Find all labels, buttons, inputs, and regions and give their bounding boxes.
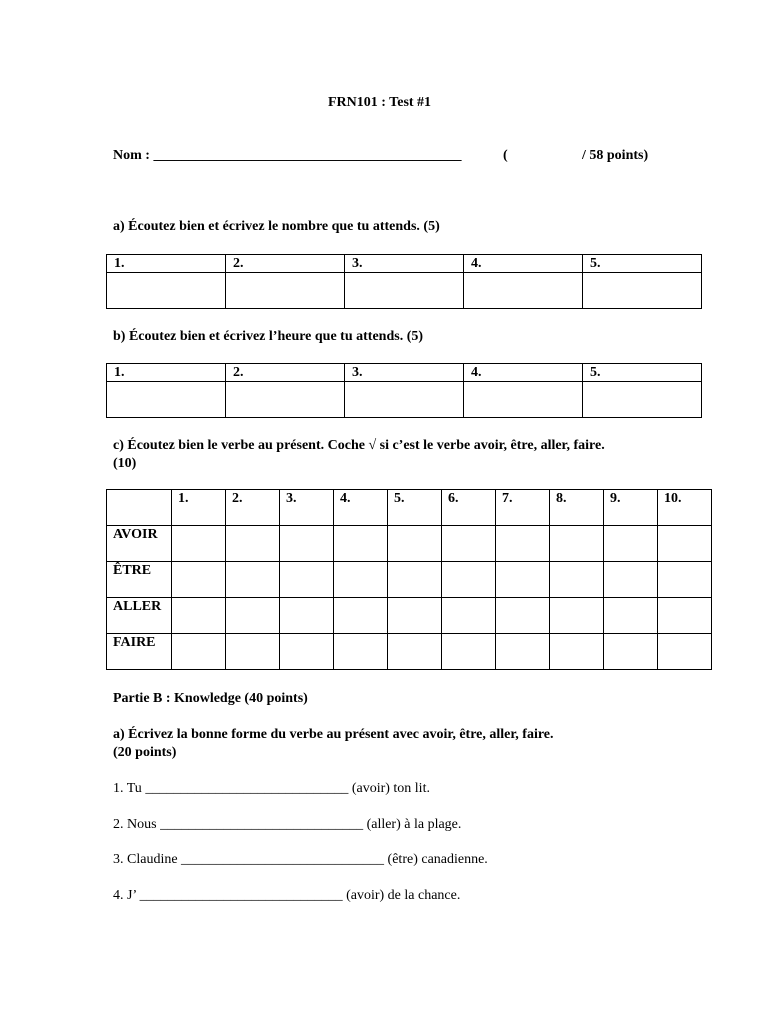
check-cell[interactable]	[280, 634, 334, 670]
section-b-instruction: b) Écoutez bien et écrivez l’heure que tu attends. (5)	[113, 329, 424, 344]
section-a-answer-cell[interactable]	[464, 273, 583, 309]
check-cell[interactable]	[334, 526, 388, 562]
section-b-header-2: 2.	[226, 364, 345, 382]
col-header-3: 3.	[280, 490, 334, 526]
section-c-points: (10)	[113, 456, 137, 471]
name-line	[113, 148, 461, 164]
check-cell[interactable]	[172, 562, 226, 598]
section-b-header-4: 4.	[464, 364, 583, 382]
col-header-10: 10.	[658, 490, 712, 526]
check-cell[interactable]	[334, 598, 388, 634]
check-cell[interactable]	[658, 634, 712, 670]
section-b-answer-cell[interactable]	[226, 382, 345, 418]
check-cell[interactable]	[226, 526, 280, 562]
exercise-prefix: 1. Tu	[113, 781, 142, 796]
col-header-5: 5.	[388, 490, 442, 526]
check-cell[interactable]	[658, 526, 712, 562]
exercise-prefix: 4. J’	[113, 888, 137, 903]
exercise-item-2	[113, 817, 461, 833]
section-a-answer-cell[interactable]	[226, 273, 345, 309]
check-cell[interactable]	[388, 598, 442, 634]
section-a-answer-cell[interactable]	[345, 273, 464, 309]
section-a-answer-cell[interactable]	[107, 273, 226, 309]
check-cell[interactable]	[280, 598, 334, 634]
check-cell[interactable]	[280, 526, 334, 562]
score-total: / 58 points)	[582, 148, 649, 163]
corner-cell	[107, 490, 172, 526]
col-header-9: 9.	[604, 490, 658, 526]
exercise-suffix: (aller) à la plage.	[366, 817, 462, 832]
row-label-avoir: AVOIR	[107, 526, 172, 562]
exercise-answer-blank[interactable]: _____________________________	[145, 781, 349, 796]
section-a-header-4: 4.	[464, 255, 583, 273]
section-b-header-5: 5.	[583, 364, 702, 382]
exercise-item-1	[113, 781, 430, 797]
section-c-instruction: c) Écoutez bien le verbe au présent. Coche √ si c’est le verbe avoir, être, aller, faire.	[113, 438, 605, 453]
section-b-answer-cell[interactable]	[107, 382, 226, 418]
section-b-header-1: 1.	[107, 364, 226, 382]
row-label-etre: ÊTRE	[107, 562, 172, 598]
section-b-answer-cell[interactable]	[464, 382, 583, 418]
name-label: Nom :	[113, 148, 150, 163]
exercise-answer-blank[interactable]: _____________________________	[139, 888, 343, 903]
section-a-header-2: 2.	[226, 255, 345, 273]
section-a-header-1: 1.	[107, 255, 226, 273]
score-paren: (	[503, 148, 508, 163]
name-field[interactable]: ____________________________________________	[153, 148, 462, 163]
section-a-instruction: a) Écoutez bien et écrivez le nombre que tu attends. (5)	[113, 219, 440, 234]
check-cell[interactable]	[496, 526, 550, 562]
check-cell[interactable]	[604, 598, 658, 634]
partie-b-points: (20 points)	[113, 745, 177, 760]
check-cell[interactable]	[604, 634, 658, 670]
row-label-faire: FAIRE	[107, 634, 172, 670]
exercise-prefix: 3. Claudine	[113, 852, 178, 867]
check-cell[interactable]	[172, 634, 226, 670]
check-cell[interactable]	[496, 598, 550, 634]
exercise-suffix: (avoir) ton lit.	[351, 781, 430, 796]
section-a-header-5: 5.	[583, 255, 702, 273]
check-cell[interactable]	[172, 598, 226, 634]
exercise-prefix: 2. Nous	[113, 817, 157, 832]
section-a-header-3: 3.	[345, 255, 464, 273]
check-cell[interactable]	[658, 562, 712, 598]
check-cell[interactable]	[496, 562, 550, 598]
check-cell[interactable]	[226, 562, 280, 598]
check-cell[interactable]	[496, 634, 550, 670]
check-cell[interactable]	[550, 562, 604, 598]
col-header-7: 7.	[496, 490, 550, 526]
check-cell[interactable]	[550, 598, 604, 634]
check-cell[interactable]	[226, 634, 280, 670]
col-header-2: 2.	[226, 490, 280, 526]
exercise-answer-blank[interactable]: _____________________________	[160, 817, 364, 832]
exercise-suffix: (avoir) de la chance.	[346, 888, 461, 903]
col-header-4: 4.	[334, 490, 388, 526]
exercise-suffix: (être) canadienne.	[387, 852, 488, 867]
partie-b-heading: Partie B : Knowledge (40 points)	[113, 691, 308, 706]
check-cell[interactable]	[442, 526, 496, 562]
section-b-table	[106, 363, 702, 418]
exercise-item-3	[113, 852, 488, 868]
section-b-answer-cell[interactable]	[345, 382, 464, 418]
section-a-table	[106, 254, 702, 309]
row-label-aller: ALLER	[107, 598, 172, 634]
section-b-answer-cell[interactable]	[583, 382, 702, 418]
partie-b-instruction: a) Écrivez la bonne forme du verbe au présent avec avoir, être, aller, faire.	[113, 727, 554, 742]
check-cell[interactable]	[604, 526, 658, 562]
col-header-1: 1.	[172, 490, 226, 526]
check-cell[interactable]	[334, 634, 388, 670]
col-header-8: 8.	[550, 490, 604, 526]
exercise-item-4	[113, 888, 460, 904]
check-cell[interactable]	[442, 634, 496, 670]
section-c-table	[106, 489, 712, 670]
section-a-answer-cell[interactable]	[583, 273, 702, 309]
check-cell[interactable]	[658, 598, 712, 634]
col-header-6: 6.	[442, 490, 496, 526]
check-cell[interactable]	[388, 634, 442, 670]
check-cell[interactable]	[442, 562, 496, 598]
check-cell[interactable]	[280, 562, 334, 598]
check-cell[interactable]	[388, 562, 442, 598]
check-cell[interactable]	[550, 526, 604, 562]
check-cell[interactable]	[604, 562, 658, 598]
check-cell[interactable]	[334, 562, 388, 598]
exercise-answer-blank[interactable]: _____________________________	[181, 852, 385, 867]
check-cell[interactable]	[550, 634, 604, 670]
section-b-header-3: 3.	[345, 364, 464, 382]
check-cell[interactable]	[388, 526, 442, 562]
check-cell[interactable]	[442, 598, 496, 634]
check-cell[interactable]	[172, 526, 226, 562]
page-title: FRN101 : Test #1	[328, 95, 432, 110]
check-cell[interactable]	[226, 598, 280, 634]
